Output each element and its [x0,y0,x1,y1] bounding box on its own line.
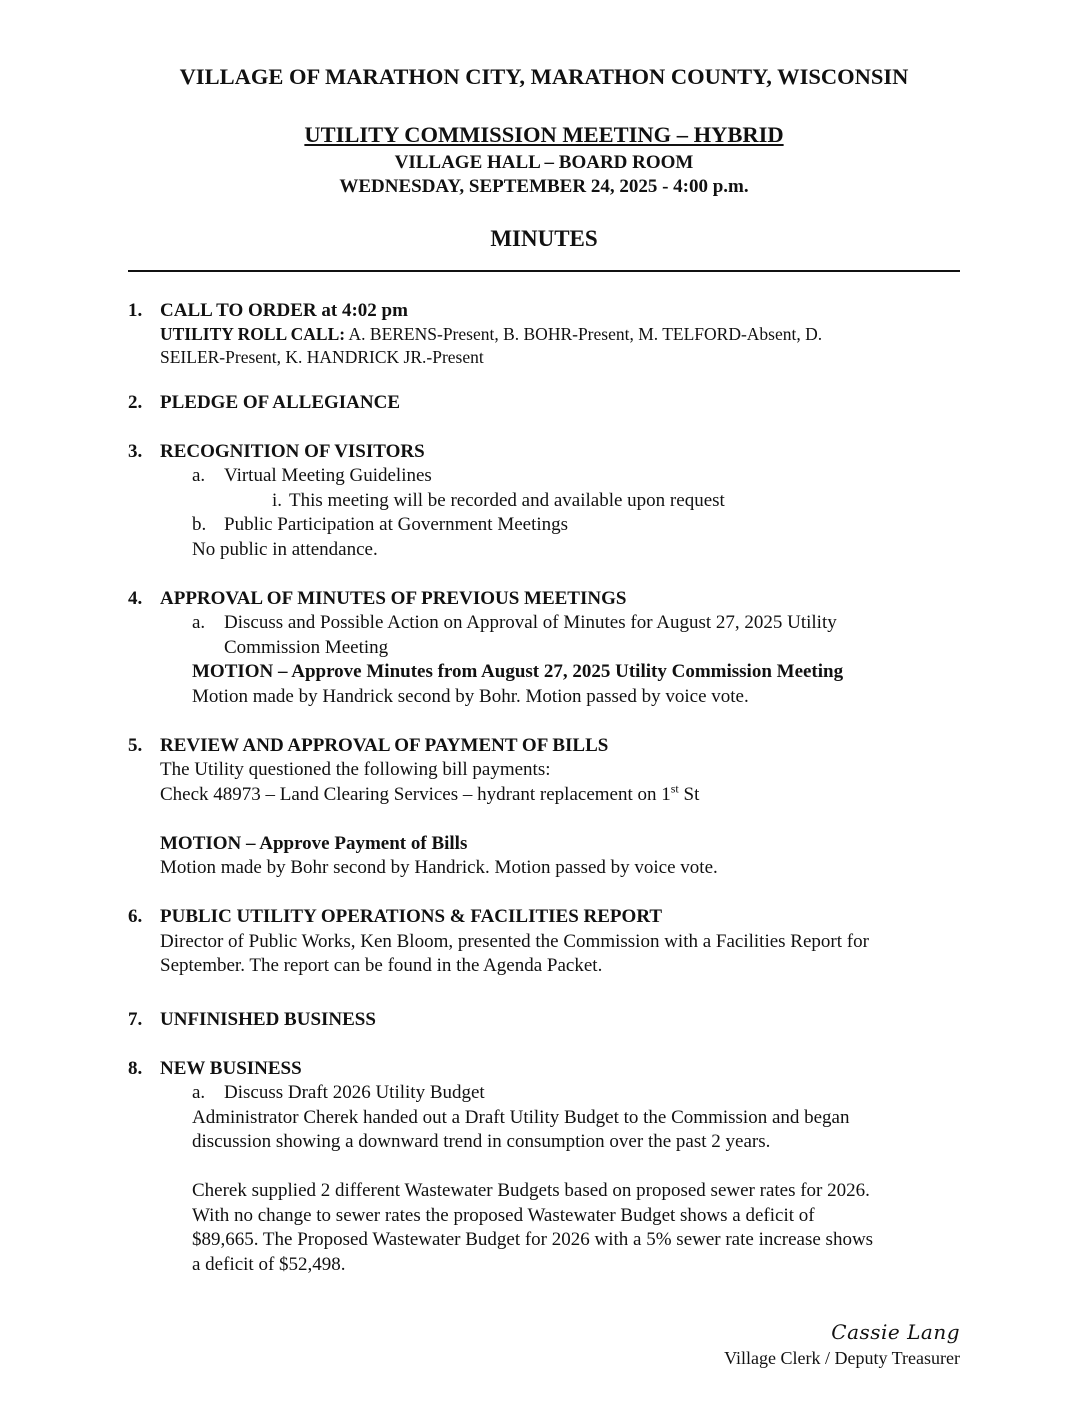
item-3b-marker: b. [192,514,207,535]
item-3a-text: Virtual Meeting Guidelines [224,465,432,486]
item-7-heading: UNFINISHED BUSINESS [160,1009,376,1030]
item-5-line-1: The Utility questioned the following bill payments: [160,759,551,780]
item-1-heading: CALL TO ORDER at 4:02 pm [160,300,408,321]
item-5-result: Motion made by Bohr second by Handrick. Motion passed by voice vote. [160,857,718,878]
item-3b-text: Public Participation at Government Meetings [224,514,569,535]
item-2-number: 2. [128,392,143,413]
item-7-number: 7. [128,1009,143,1030]
item-1-number: 1. [128,300,143,321]
item-6-line-1: Director of Public Works, Ken Bloom, presented the Commission with a Facilities Report for [160,931,869,952]
item-6-line-2: September. The report can be found in the Agenda Packet. [160,955,603,976]
item-4-motion: MOTION – Approve Minutes from August 27, 2025 Utility Commission Meeting [192,661,844,682]
roll-call-label: UTILITY ROLL CALL: [160,324,346,344]
item-4-result: Motion made by Handrick second by Bohr. Motion passed by voice vote. [192,686,749,707]
header-divider [128,270,960,272]
meeting-date: WEDNESDAY, SEPTEMBER 24, 2025 - 4:00 p.m. [339,176,749,197]
minutes-title: MINUTES [490,226,598,251]
item-8-p2-line-4: a deficit of $52,498. [192,1254,346,1275]
item-3-note: No public in attendance. [192,539,378,560]
meeting-location: VILLAGE HALL – BOARD ROOM [394,152,694,173]
item-4a-marker: a. [192,612,206,633]
item-8a-marker: a. [192,1082,206,1103]
item-3-number: 3. [128,441,143,462]
item-5-check-text: Check 48973 – Land Clearing Services – hydrant replacement on 1 [160,784,671,805]
roll-call-line-1 [160,322,822,346]
item-3-heading: RECOGNITION OF VISITORS [160,441,425,462]
item-5-heading: REVIEW AND APPROVAL OF PAYMENT OF BILLS [160,735,609,756]
item-3a-marker: a. [192,465,206,486]
item-5-line-2 [160,783,699,807]
roll-call-line-2: SEILER-Present, K. HANDRICK JR.-Present [160,347,484,367]
item-3ai-text: This meeting will be recorded and available upon request [289,490,725,511]
item-8-p2-line-2: With no change to sewer rates the proposed Wastewater Budget shows a deficit of [192,1205,815,1226]
signature: Cassie Lang [831,1320,960,1344]
item-8-number: 8. [128,1058,143,1079]
item-3ai-marker: i. [271,490,282,511]
item-8-p2-line-3: $89,665. The Proposed Wastewater Budget for 2026 with a 5% sewer rate increase shows [192,1229,874,1250]
item-4-heading: APPROVAL OF MINUTES OF PREVIOUS MEETINGS [160,588,627,609]
item-4-number: 4. [128,588,143,609]
item-2-heading: PLEDGE OF ALLEGIANCE [160,392,401,413]
item-8a-text: Discuss Draft 2026 Utility Budget [224,1082,485,1103]
item-8-p2-line-1: Cherek supplied 2 different Wastewater Budgets based on proposed sewer rates for 2026. [192,1180,870,1201]
meeting-title: UTILITY COMMISSION MEETING – HYBRID [304,122,784,147]
item-8-p1-line-1: Administrator Cherek handed out a Draft Utility Budget to the Commission and began [192,1107,850,1128]
item-8-p1-line-2: discussion showing a downward trend in consumption over the past 2 years. [192,1131,771,1152]
village-title: VILLAGE OF MARATHON CITY, MARATHON COUNTY, WISCONSIN [179,64,909,89]
item-8-heading: NEW BUSINESS [160,1058,302,1079]
item-5-number: 5. [128,735,143,756]
item-4a-line-2: Commission Meeting [224,637,389,658]
signer-role: Village Clerk / Deputy Treasurer [724,1348,960,1368]
item-6-heading: PUBLIC UTILITY OPERATIONS & FACILITIES REPORT [160,906,663,927]
ordinal-suffix: st [670,781,679,796]
item-4a-line-1: Discuss and Possible Action on Approval of Minutes for August 27, 2025 Utility [224,612,837,633]
item-5-motion: MOTION – Approve Payment of Bills [160,833,468,854]
item-6-number: 6. [128,906,143,927]
item-5-street-suffix: St [678,784,700,805]
roll-call-text-1: A. BERENS-Present, B. BOHR-Present, M. TELFORD-Absent, D. [345,324,823,344]
